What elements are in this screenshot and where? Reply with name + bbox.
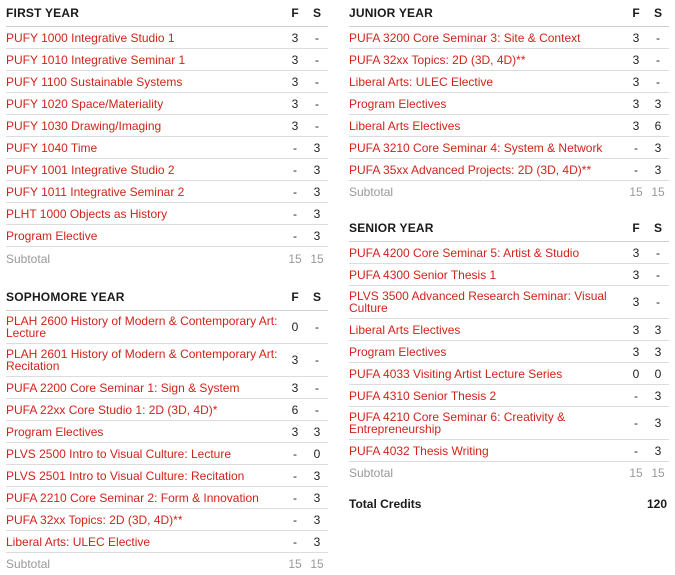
course-link[interactable]: PLAH 2601 History of Modern & Contemporary Art: Recitation xyxy=(6,347,278,373)
course-link[interactable]: PUFA 4300 Senior Thesis 1 xyxy=(349,267,497,282)
spring-credits: 3 xyxy=(313,228,321,243)
spring-credits: - xyxy=(315,74,319,89)
course-link[interactable]: PUFA 32xx Topics: 2D (3D, 4D)** xyxy=(6,512,183,527)
course-link[interactable]: PUFA 3210 Core Seminar 4: System & Network xyxy=(349,140,603,155)
fall-credits: - xyxy=(634,443,638,458)
right-column xyxy=(349,0,669,516)
course-row xyxy=(6,465,328,487)
total-credits-label: Total Credits xyxy=(349,497,422,511)
course-row xyxy=(6,377,328,399)
fall-credits: 3 xyxy=(632,30,640,45)
fall-credits: 3 xyxy=(291,118,299,133)
subtotal-spring: 15 xyxy=(651,466,665,480)
subtotal-spring: 15 xyxy=(310,557,324,571)
fall-column-header: F xyxy=(291,290,299,304)
junior-year-subtotal-row xyxy=(349,181,669,203)
first-year-section xyxy=(6,0,328,271)
section-title: JUNIOR YEAR xyxy=(349,6,433,20)
spring-credits: 3 xyxy=(313,206,321,221)
subtotal-fall: 15 xyxy=(288,557,302,571)
total-credits-value: 120 xyxy=(646,497,667,511)
spring-column-header: S xyxy=(312,290,321,304)
course-row xyxy=(349,137,669,159)
fall-credits: 3 xyxy=(291,424,299,439)
course-row xyxy=(349,115,669,137)
spring-credits: 3 xyxy=(654,443,662,458)
subtotal-spring: 15 xyxy=(651,185,665,199)
course-link[interactable]: PLVS 2501 Intro to Visual Culture: Recitation xyxy=(6,468,245,483)
spring-credits: 3 xyxy=(654,416,662,430)
course-link[interactable]: PUFA 3200 Core Seminar 3: Site & Context xyxy=(349,30,581,45)
fall-column-header: F xyxy=(632,6,640,20)
course-link[interactable]: PUFA 2200 Core Seminar 1: Sign & System xyxy=(6,380,240,395)
fall-credits: - xyxy=(293,512,297,527)
spring-credits: - xyxy=(656,267,660,282)
fall-credits: 3 xyxy=(291,52,299,67)
course-row xyxy=(6,71,328,93)
fall-column-header: F xyxy=(291,6,299,20)
course-row xyxy=(349,319,669,341)
spring-credits: 3 xyxy=(313,490,321,505)
subtotal-label: Subtotal xyxy=(349,466,394,480)
course-link[interactable]: Program Elective xyxy=(6,228,98,243)
section-title: SENIOR YEAR xyxy=(349,221,434,235)
spring-credits: - xyxy=(315,30,319,45)
section-title: SOPHOMORE YEAR xyxy=(6,290,125,304)
subtotal-label: Subtotal xyxy=(6,557,51,571)
subtotal-fall: 15 xyxy=(629,185,643,199)
fall-credits: 3 xyxy=(632,245,640,260)
course-link[interactable]: PUFY 1010 Integrative Seminar 1 xyxy=(6,52,186,67)
spring-credits: - xyxy=(315,353,319,367)
fall-credits: - xyxy=(634,162,638,177)
course-row xyxy=(6,159,328,181)
spring-credits: 3 xyxy=(313,512,321,527)
spring-column-header: S xyxy=(312,6,321,20)
course-link[interactable]: Program Electives xyxy=(6,424,104,439)
course-row xyxy=(6,137,328,159)
course-link[interactable]: PLHT 1000 Objects as History xyxy=(6,206,168,221)
course-link[interactable]: PLVS 2500 Intro to Visual Culture: Lecture xyxy=(6,446,232,461)
course-link[interactable]: PUFA 4033 Visiting Artist Lecture Series xyxy=(349,366,563,381)
course-row xyxy=(6,421,328,443)
junior-year-section xyxy=(349,0,669,203)
course-row xyxy=(6,311,328,344)
fall-credits: 0 xyxy=(632,366,640,381)
course-link[interactable]: PUFA 32xx Topics: 2D (3D, 4D)** xyxy=(349,52,526,67)
spring-credits: - xyxy=(656,74,660,89)
spring-credits: 3 xyxy=(313,162,321,177)
course-row xyxy=(6,225,328,247)
course-row xyxy=(349,363,669,385)
course-row xyxy=(349,440,669,462)
course-link[interactable]: PUFY 1020 Space/Materiality xyxy=(6,96,164,111)
junior-year-header xyxy=(349,0,669,27)
first-year-header xyxy=(6,0,328,27)
course-row xyxy=(349,71,669,93)
fall-credits: 3 xyxy=(632,322,640,337)
spring-credits: - xyxy=(315,52,319,67)
spring-credits: 0 xyxy=(313,446,321,461)
course-link[interactable]: PLAH 2600 History of Modern & Contemporary Art: Lecture xyxy=(6,314,278,340)
senior-year-header xyxy=(349,215,669,242)
spring-credits: 3 xyxy=(313,140,321,155)
fall-credits: - xyxy=(634,140,638,155)
course-row xyxy=(6,93,328,115)
course-row xyxy=(6,203,328,225)
subtotal-fall: 15 xyxy=(288,252,302,266)
first-year-course-list xyxy=(6,27,328,247)
spring-credits: - xyxy=(656,245,660,260)
course-link[interactable]: PUFA 22xx Core Studio 1: 2D (3D, 4D)* xyxy=(6,402,218,417)
course-link[interactable]: PUFY 1011 Integrative Seminar 2 xyxy=(6,184,185,199)
fall-credits: - xyxy=(293,228,297,243)
course-row xyxy=(6,487,328,509)
fall-credits: 3 xyxy=(632,52,640,67)
junior-year-course-list xyxy=(349,27,669,181)
fall-credits: 0 xyxy=(291,320,299,334)
senior-year-section xyxy=(349,215,669,484)
course-row xyxy=(349,286,669,319)
fall-credits: - xyxy=(293,206,297,221)
course-link[interactable]: PUFY 1100 Sustainable Systems xyxy=(6,74,183,89)
fall-credits: - xyxy=(293,184,297,199)
course-link[interactable]: Liberal Arts: ULEC Elective xyxy=(6,534,151,549)
course-row xyxy=(6,181,328,203)
fall-credits: - xyxy=(293,534,297,549)
fall-credits: 3 xyxy=(291,353,299,367)
course-link[interactable]: PUFA 4210 Core Seminar 6: Creativity & Entrepreneurship xyxy=(349,410,566,436)
fall-credits: 3 xyxy=(291,380,299,395)
course-link[interactable]: Liberal Arts Electives xyxy=(349,118,461,133)
spring-credits: - xyxy=(315,380,319,395)
fall-credits: 3 xyxy=(632,295,640,309)
course-link[interactable]: PUFY 1000 Integrative Studio 1 xyxy=(6,30,175,45)
spring-credits: 3 xyxy=(313,184,321,199)
course-link[interactable]: PUFY 1040 Time xyxy=(6,140,98,155)
fall-credits: 3 xyxy=(632,74,640,89)
fall-credits: 3 xyxy=(632,267,640,282)
spring-credits: 3 xyxy=(313,468,321,483)
spring-credits: - xyxy=(315,402,319,417)
fall-column-header: F xyxy=(632,221,640,235)
course-link[interactable]: PUFA 2210 Core Seminar 2: Form & Innovation xyxy=(6,490,259,505)
sophomore-year-header xyxy=(6,284,328,311)
course-link[interactable]: Liberal Arts Electives xyxy=(349,322,461,337)
subtotal-fall: 15 xyxy=(629,466,643,480)
spring-credits: 3 xyxy=(654,96,662,111)
course-link[interactable]: Program Electives xyxy=(349,344,447,359)
course-link[interactable]: PUFY 1001 Integrative Studio 2 xyxy=(6,162,175,177)
course-row xyxy=(349,407,669,440)
course-row xyxy=(6,344,328,377)
first-year-subtotal-row xyxy=(6,247,328,271)
course-row xyxy=(349,159,669,181)
course-row xyxy=(6,443,328,465)
spring-credits: - xyxy=(656,30,660,45)
spring-credits: 3 xyxy=(654,322,662,337)
spring-credits: - xyxy=(315,118,319,133)
sophomore-year-course-list xyxy=(6,311,328,553)
fall-credits: 3 xyxy=(632,118,640,133)
course-row xyxy=(6,115,328,137)
fall-credits: - xyxy=(634,416,638,430)
spring-credits: 3 xyxy=(654,162,662,177)
fall-credits: 3 xyxy=(632,344,640,359)
course-row xyxy=(6,399,328,421)
spring-credits: 3 xyxy=(313,424,321,439)
fall-credits: 6 xyxy=(291,402,299,417)
fall-credits: 3 xyxy=(291,30,299,45)
spring-credits: 6 xyxy=(654,118,662,133)
course-row xyxy=(6,27,328,49)
course-row xyxy=(349,27,669,49)
course-row xyxy=(349,93,669,115)
spring-credits: - xyxy=(315,320,319,334)
course-row xyxy=(349,264,669,286)
fall-credits: - xyxy=(634,388,638,403)
spring-credits: - xyxy=(315,96,319,111)
senior-year-course-list xyxy=(349,242,669,462)
fall-credits: - xyxy=(293,140,297,155)
fall-credits: - xyxy=(293,468,297,483)
spring-credits: - xyxy=(656,52,660,67)
sophomore-year-subtotal-row xyxy=(6,553,328,575)
spring-credits: - xyxy=(656,295,660,309)
course-row xyxy=(6,531,328,553)
course-row xyxy=(6,509,328,531)
fall-credits: 3 xyxy=(291,96,299,111)
spring-credits: 3 xyxy=(654,388,662,403)
course-link[interactable]: PUFA 35xx Advanced Projects: 2D (3D, 4D)** xyxy=(349,162,592,177)
course-link[interactable]: PUFY 1030 Drawing/Imaging xyxy=(6,118,162,133)
course-link[interactable]: Liberal Arts: ULEC Elective xyxy=(349,74,494,89)
spring-credits: 3 xyxy=(313,534,321,549)
spring-credits: 3 xyxy=(654,344,662,359)
course-row xyxy=(349,341,669,363)
subtotal-spring: 15 xyxy=(310,252,324,266)
total-credits-row xyxy=(349,492,669,516)
course-row xyxy=(349,49,669,71)
course-link[interactable]: PUFA 4310 Senior Thesis 2 xyxy=(349,388,497,403)
left-column xyxy=(6,0,328,575)
sophomore-year-section xyxy=(6,284,328,575)
fall-credits: - xyxy=(293,446,297,461)
spring-credits: 0 xyxy=(654,366,662,381)
subtotal-label: Subtotal xyxy=(6,252,51,266)
course-link[interactable]: PLVS 3500 Advanced Research Seminar: Visual Culture xyxy=(349,289,607,315)
fall-credits: 3 xyxy=(632,96,640,111)
course-row xyxy=(6,49,328,71)
course-link[interactable]: PUFA 4200 Core Seminar 5: Artist & Studio xyxy=(349,245,580,260)
fall-credits: - xyxy=(293,162,297,177)
senior-year-subtotal-row xyxy=(349,462,669,484)
course-link[interactable]: PUFA 4032 Thesis Writing xyxy=(349,443,489,458)
course-row xyxy=(349,385,669,407)
spring-column-header: S xyxy=(653,221,662,235)
spring-credits: 3 xyxy=(654,140,662,155)
spring-column-header: S xyxy=(653,6,662,20)
course-row xyxy=(349,242,669,264)
subtotal-label: Subtotal xyxy=(349,185,394,199)
fall-credits: 3 xyxy=(291,74,299,89)
fall-credits: - xyxy=(293,490,297,505)
course-link[interactable]: Program Electives xyxy=(349,96,447,111)
section-title: FIRST YEAR xyxy=(6,6,80,20)
